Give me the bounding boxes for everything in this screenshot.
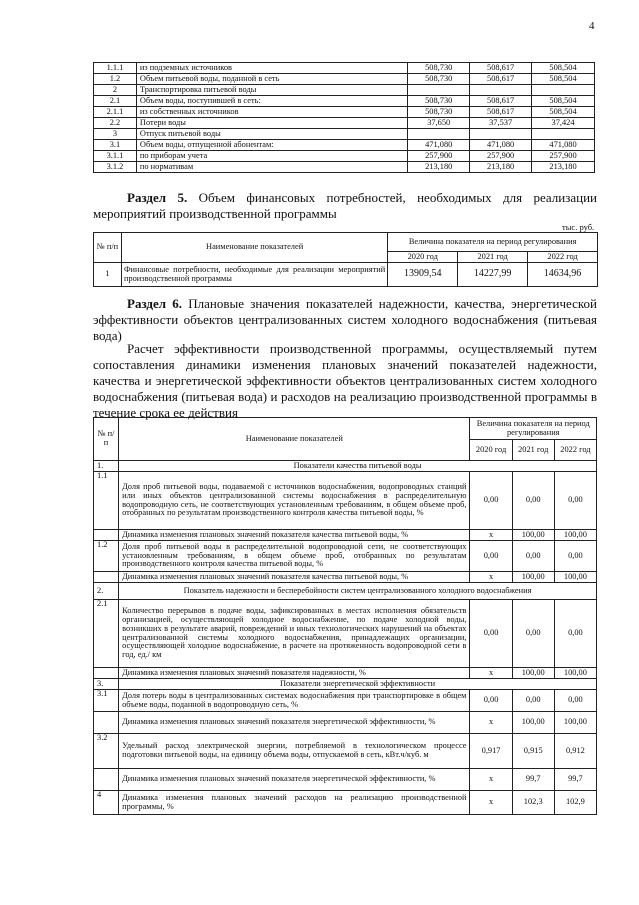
row-name: Объем воды, отпущенной абонентам: — [136, 140, 407, 151]
table-row — [94, 162, 595, 173]
row-name: Отпуск питьевой воды — [136, 129, 407, 140]
value-2021: 0,00 — [512, 600, 554, 668]
row-number: 2.1 — [94, 600, 119, 668]
value-2020: 213,180 — [408, 162, 470, 173]
dynamics-name: Динамика изменения плановых значений показателя качества питьевой воды, % — [119, 530, 470, 541]
value-2022: 471,080 — [532, 140, 595, 151]
value-2020: х — [470, 791, 512, 815]
col-number-header: № п/п — [94, 418, 119, 461]
row-name: по приборам учета — [136, 151, 407, 162]
value-2020 — [408, 85, 470, 96]
value-2020: 0,917 — [470, 734, 512, 769]
value-2022: 0,912 — [554, 734, 596, 769]
row-number: 3.1.1 — [94, 151, 137, 162]
section-number: 3. — [94, 679, 119, 690]
row-number: 2.1.1 — [94, 107, 137, 118]
value-2022 — [532, 129, 595, 140]
col-number-header: № п/п — [94, 233, 122, 263]
row-number: 1.1.1 — [94, 63, 137, 74]
row-name: Транспортировка питьевой воды — [136, 85, 407, 96]
value-2021: 0,915 — [512, 734, 554, 769]
value-2022: 508,504 — [532, 74, 595, 85]
value-2020: 0,00 — [470, 690, 512, 712]
row-number: 3 — [94, 129, 137, 140]
value-2021: 213,180 — [470, 162, 532, 173]
year-header: 2021 год — [512, 440, 554, 461]
value-2021: 508,617 — [470, 107, 532, 118]
value-2020: 508,730 — [408, 74, 470, 85]
indicators-table — [93, 417, 597, 815]
table-row — [94, 129, 595, 140]
table-row — [94, 140, 595, 151]
row-name: Финансовые потребности, необходимые для реализации мероприятий производственной программы — [121, 263, 387, 287]
value-2021: 100,00 — [512, 668, 554, 679]
value-2020: х — [470, 572, 512, 583]
value-2021: 0,00 — [512, 472, 554, 530]
row-name: из собственных источников — [136, 107, 407, 118]
value-2022: 0,00 — [554, 472, 596, 530]
section-6-heading — [93, 296, 597, 344]
col-period-header: Величина показателя на период регулирования — [388, 233, 598, 252]
col-name-header: Наименование показателей — [119, 418, 470, 461]
dynamics-name: Динамика изменения плановых значений показателя надежности, % — [119, 668, 470, 679]
table-row — [94, 118, 595, 129]
row-number: 4 — [94, 791, 119, 815]
value-2022: 508,504 — [532, 107, 595, 118]
section-title: Показатели качества питьевой воды — [119, 461, 597, 472]
year-header: 2022 год — [528, 252, 598, 263]
year-header: 2020 год — [388, 252, 458, 263]
row-number: 3.1 — [94, 140, 137, 151]
value-2021: 0,00 — [512, 541, 554, 572]
value-2022: 102,9 — [554, 791, 596, 815]
table-row — [94, 63, 595, 74]
value-2021: 0,00 — [512, 690, 554, 712]
value-2021: 37,537 — [470, 118, 532, 129]
row-name: Объем питьевой воды, поданной в сеть — [136, 74, 407, 85]
value-2021: 257,900 — [470, 151, 532, 162]
units-label: тыс. руб. — [562, 222, 595, 232]
col-name-header: Наименование показателей — [121, 233, 387, 263]
dynamics-name: Динамика изменения плановых значений показателя энергетической эффективности, % — [119, 712, 470, 734]
value-2021: 102,3 — [512, 791, 554, 815]
dynamics-name: Динамика изменения плановых значений показателя качества питьевой воды, % — [119, 572, 470, 583]
row-name: из подземных источников — [136, 63, 407, 74]
dynamics-name: Динамика изменения плановых значений показателя энергетической эффективности, % — [119, 769, 470, 791]
row-number: 1.2 — [94, 74, 137, 85]
value-2022: 508,504 — [532, 96, 595, 107]
section-title: Показатель надежности и бесперебойности систем централизованного холодного водоснабжения — [119, 583, 597, 600]
value-2020: 0,00 — [470, 600, 512, 668]
value-2021: 508,617 — [470, 63, 532, 74]
row-number: 1 — [94, 263, 122, 287]
value-2022: 100,00 — [554, 668, 596, 679]
value-2021: 100,00 — [512, 572, 554, 583]
value-2021 — [470, 85, 532, 96]
value-2022: 100,00 — [554, 530, 596, 541]
row-number: 2.2 — [94, 118, 137, 129]
value-2022 — [532, 85, 595, 96]
row-number: 3.2 — [94, 734, 119, 769]
col-period-header: Величина показателя на период регулирования — [470, 418, 597, 440]
section-6-paragraph: Расчет эффективности производственной программы, осуществляемый путем сопоставления динамики изменения плановых значений показателей надежности, качества и энергетической эффективности объектов централизованных систем холодного водоснабжения (питьевая вода) и расходов на реализацию производственной программы в течение срока ее действия — [93, 341, 597, 420]
year-header: 2020 год — [470, 440, 512, 461]
year-header: 2022 год — [554, 440, 596, 461]
value-2022: 14634,96 — [528, 263, 598, 287]
row-number: 2 — [94, 85, 137, 96]
row-name: Потери воды — [136, 118, 407, 129]
row-name: по нормативам — [136, 162, 407, 173]
value-2020: 13909,54 — [388, 263, 458, 287]
value-2020: 0,00 — [470, 472, 512, 530]
row-name: Количество перерывов в подаче воды, зафиксированных в местах исполнения обязательств организацией, осуществляющей холодное водоснабжение, по подаче холодной воды, возникших в результате аварий, повреждений и иных технологических нарушений на объектах централизованной системы холодного водоснабжения, принадлежащих организации, осуществляющей холодное водоснабжение, в расчете на протяженность водопроводной сети в год, ед./ км — [119, 600, 470, 668]
value-2020 — [408, 129, 470, 140]
value-2020: 0,00 — [470, 541, 512, 572]
section-number: 2. — [94, 583, 119, 600]
financial-needs-table — [93, 232, 598, 287]
value-2020: 471,080 — [408, 140, 470, 151]
table-row — [94, 74, 595, 85]
section-5-label: Раздел 5. — [127, 190, 188, 205]
value-2022: 508,504 — [532, 63, 595, 74]
section-6-title: Плановые значения показателей надежности, качества, энергетической эффективности объектов централизованных систем холодного водоснабжения (питьевая вода) — [93, 296, 598, 343]
row-name: Доля проб питьевой воды в распределительной водопроводной сети, не соответствующих установленным требованиям, в общем объеме проб, отобранных по результатам производственного контроля качества питьевой воды, % — [119, 541, 470, 572]
value-2021: 99,7 — [512, 769, 554, 791]
value-2021: 471,080 — [470, 140, 532, 151]
year-header: 2021 год — [458, 252, 528, 263]
section-number: 1. — [94, 461, 119, 472]
section-5-heading — [93, 190, 597, 222]
page-number: 4 — [589, 20, 595, 32]
row-number: 3.1.2 — [94, 162, 137, 173]
value-2022: 0,00 — [554, 541, 596, 572]
row-name: Удельный расход электрической энергии, потребляемой в технологическом процессе подготовки питьевой воды, на единицу объема воды, отпускаемой в сеть, кВт.ч/куб. м — [119, 734, 470, 769]
value-2021: 14227,99 — [458, 263, 528, 287]
table-row — [94, 85, 595, 96]
row-name: Доля потерь воды в централизованных системах водоснабжения при транспортировке в общем объеме воды, поданной в водопроводную сеть, % — [119, 690, 470, 712]
value-2021: 100,00 — [512, 712, 554, 734]
value-2020: 257,900 — [408, 151, 470, 162]
value-2020: 508,730 — [408, 63, 470, 74]
value-2021: 508,617 — [470, 74, 532, 85]
row-name: Доля проб питьевой воды, подаваемой с источников водоснабжения, водопроводных станций или иных объектов централизованной системы водоснабжения в распределительную водопроводную сеть, не соответствующих установленным требованиям, в общем объеме проб, отобранных по результатам производственного контроля качества питьевой воды, % — [119, 472, 470, 530]
row-name: Динамика изменения плановых значений расходов на реализацию производственной программы, % — [119, 791, 470, 815]
water-volume-table — [93, 62, 595, 173]
value-2020: 508,730 — [408, 107, 470, 118]
row-number: 2.1 — [94, 96, 137, 107]
section-title: Показатели энергетической эффективности — [119, 679, 597, 690]
value-2020: х — [470, 668, 512, 679]
value-2022: 0,00 — [554, 600, 596, 668]
table-row — [94, 107, 595, 118]
row-name: Объем воды, поступившей в сеть: — [136, 96, 407, 107]
value-2020: х — [470, 712, 512, 734]
table-row — [94, 151, 595, 162]
section-5-title: Объем финансовых потребностей, необходимых для реализации мероприятий производственной программы — [93, 190, 597, 221]
value-2020: 508,730 — [408, 96, 470, 107]
value-2022: 100,00 — [554, 572, 596, 583]
value-2020: 37,650 — [408, 118, 470, 129]
row-number: 1.2 — [94, 541, 119, 572]
value-2020: х — [470, 769, 512, 791]
value-2022: 213,180 — [532, 162, 595, 173]
value-2022: 257,900 — [532, 151, 595, 162]
value-2022: 99,7 — [554, 769, 596, 791]
value-2022: 37,424 — [532, 118, 595, 129]
row-number: 1.1 — [94, 472, 119, 530]
value-2020: х — [470, 530, 512, 541]
value-2022: 100,00 — [554, 712, 596, 734]
section-6-label: Раздел 6. — [127, 296, 183, 311]
value-2022: 0,00 — [554, 690, 596, 712]
table-row — [94, 96, 595, 107]
row-number: 3.1 — [94, 690, 119, 712]
value-2021 — [470, 129, 532, 140]
value-2021: 100,00 — [512, 530, 554, 541]
value-2021: 508,617 — [470, 96, 532, 107]
